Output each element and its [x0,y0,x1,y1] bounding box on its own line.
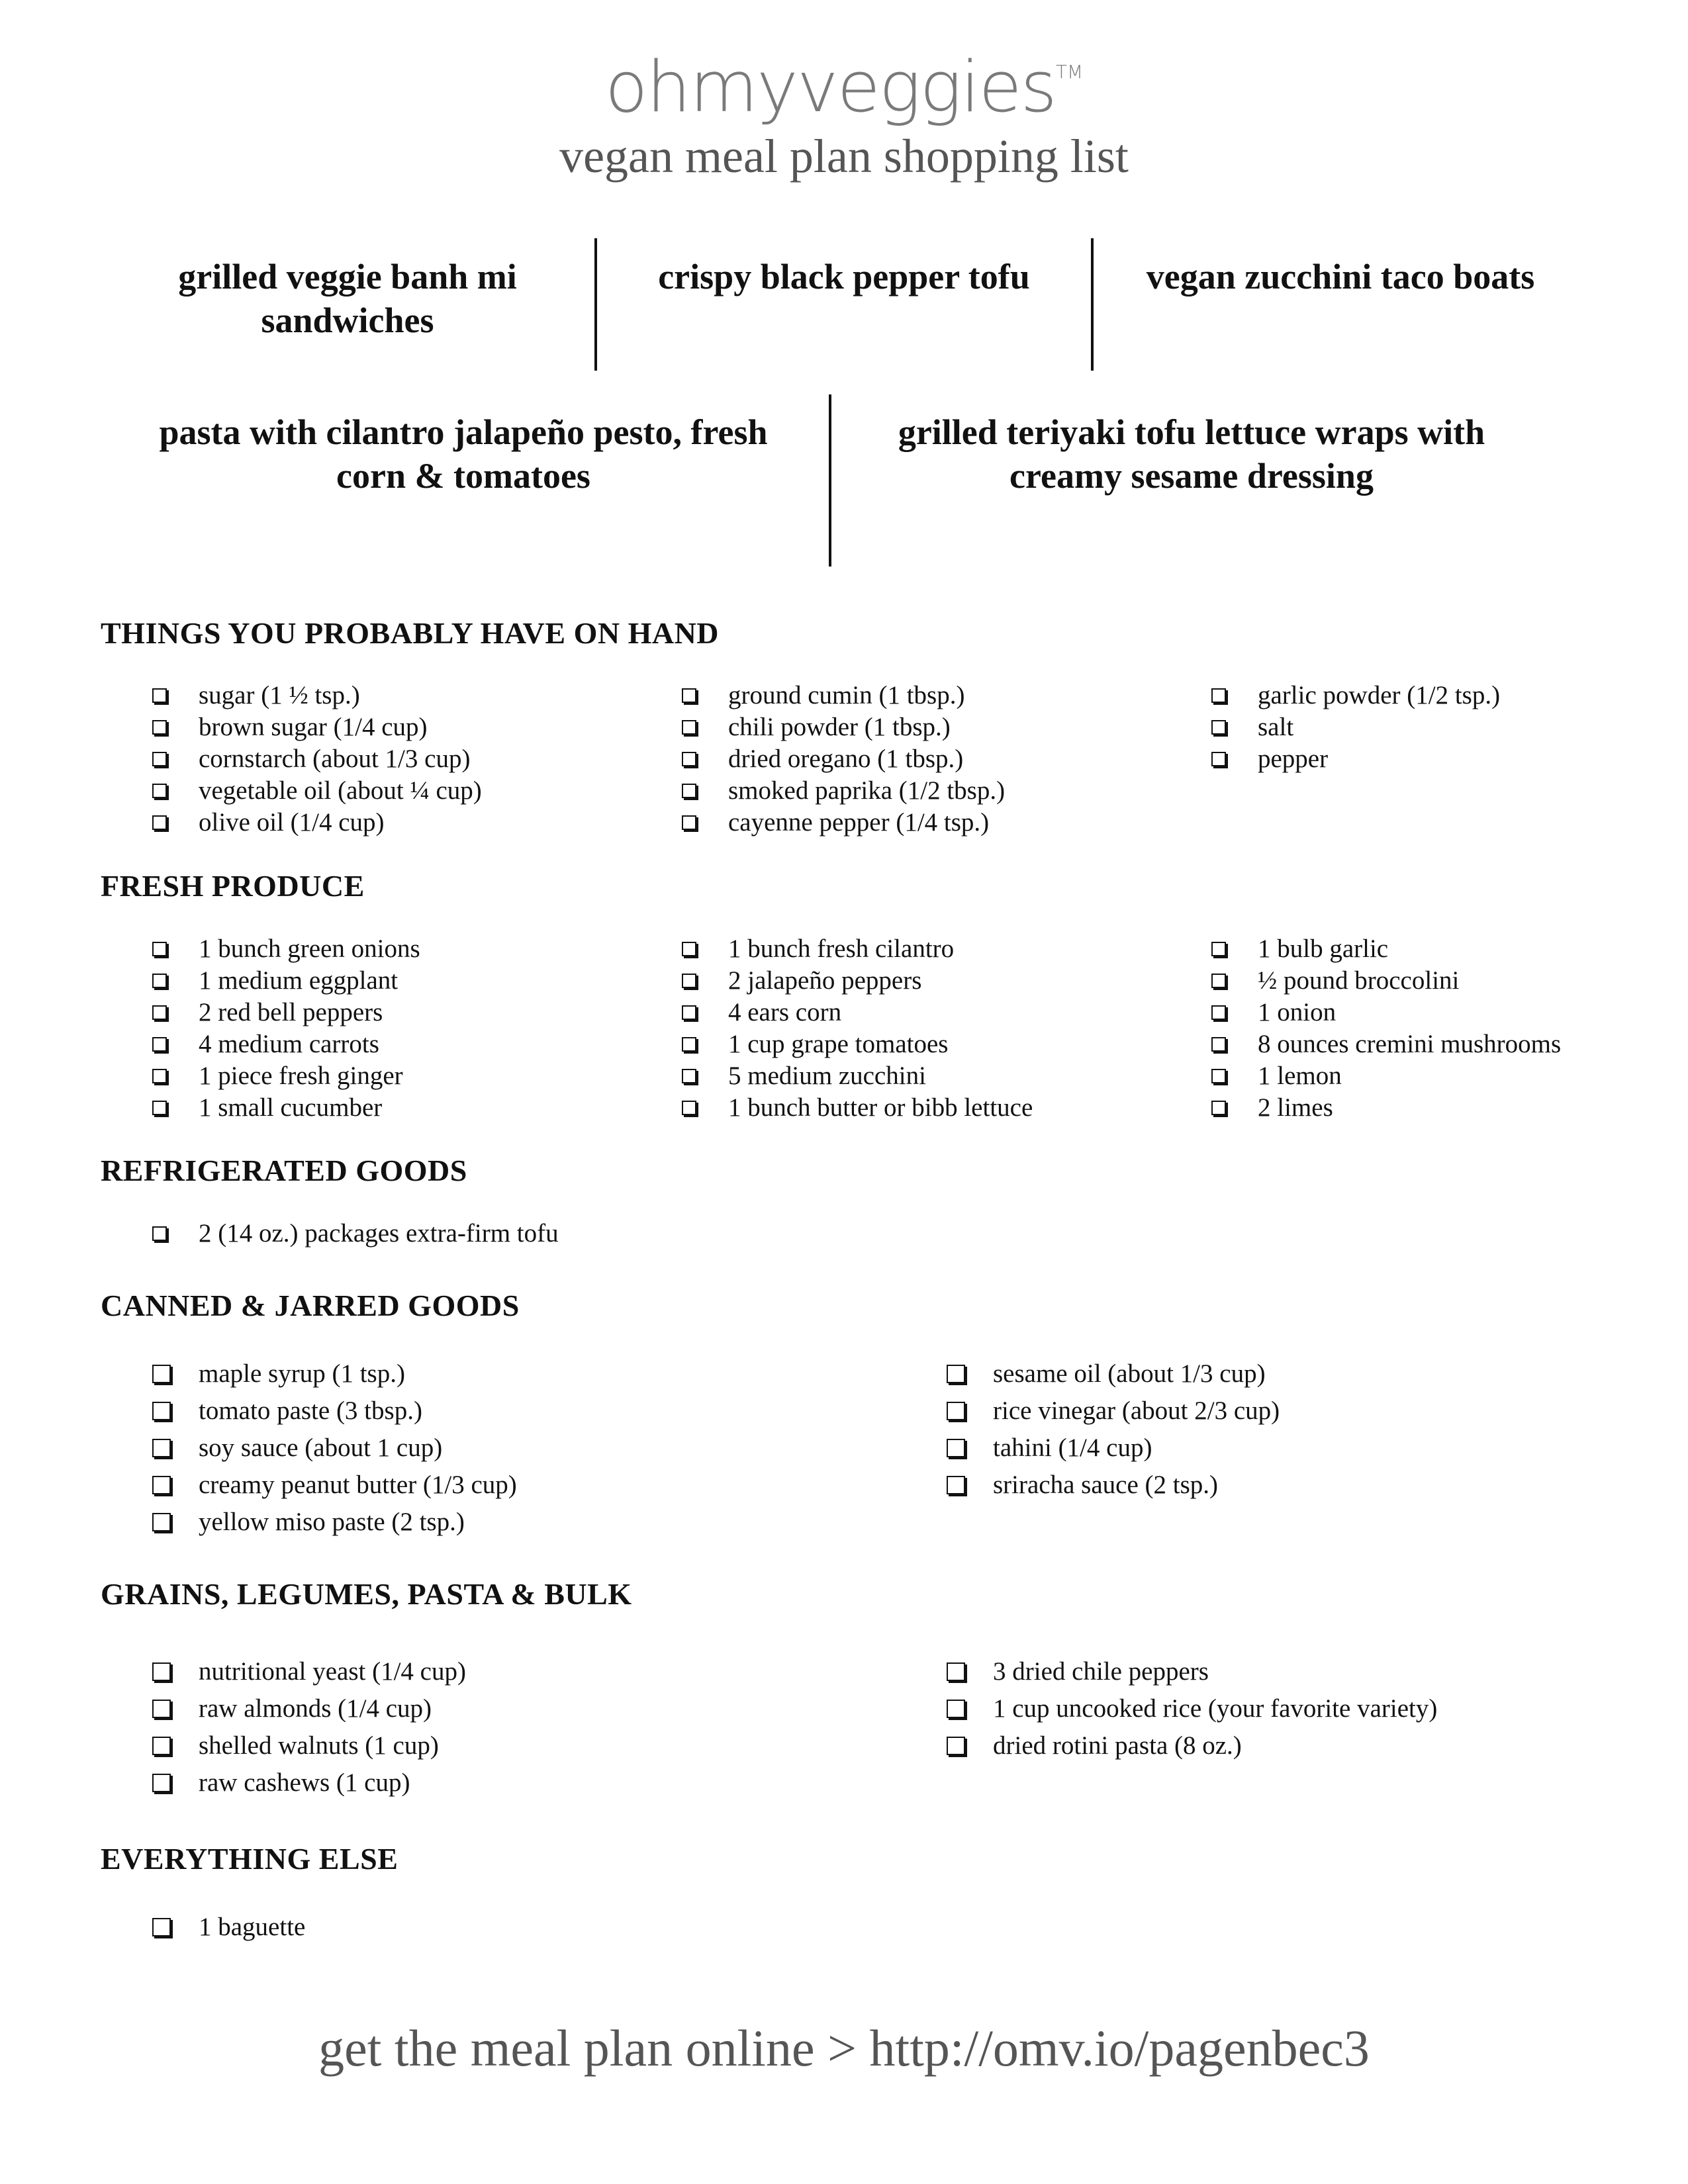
checkbox-icon[interactable] [947,1365,965,1383]
checkbox-icon[interactable] [152,1365,171,1383]
page-subtitle: vegan meal plan shopping list [559,130,1129,183]
brand-logo [0,46,1688,128]
list-item[interactable]: 1 medium eggplant [152,965,420,997]
list-item[interactable]: 1 onion [1211,997,1561,1028]
checkbox-icon[interactable] [152,1402,171,1420]
produce-list-col1 [152,933,420,1124]
list-item[interactable]: vegetable oil (about ¼ cup) [152,775,482,807]
list-item[interactable]: 1 lemon [1211,1060,1561,1092]
list-item[interactable]: 2 red bell peppers [152,997,420,1028]
checkbox-icon[interactable] [1211,720,1226,735]
list-item[interactable]: brown sugar (1/4 cup) [152,711,482,743]
brand-name: ohmyveggies [604,46,1056,128]
refrigerated-list [152,1218,559,1250]
list-item[interactable]: dried oregano (1 tbsp.) [682,743,1005,775]
checkbox-icon[interactable] [1211,1005,1226,1020]
checkbox-icon[interactable] [152,1737,171,1755]
produce-list-col2 [682,933,1033,1124]
list-item[interactable]: cornstarch (about 1/3 cup) [152,743,482,775]
list-item[interactable]: 8 ounces cremini mushrooms [1211,1028,1561,1060]
checkbox-icon[interactable] [682,1037,696,1052]
everything-else-list [152,1909,305,1946]
list-item[interactable]: ground cumin (1 tbsp.) [682,680,1005,711]
checkbox-icon[interactable] [152,1774,171,1792]
checkbox-icon[interactable] [682,1005,696,1020]
list-item[interactable]: tahini (1/4 cup) [947,1430,1280,1467]
checkbox-icon[interactable] [947,1476,965,1494]
list-item[interactable]: 1 bulb garlic [1211,933,1561,965]
checkbox-icon[interactable] [152,720,167,735]
checkbox-icon[interactable] [682,974,696,988]
checkbox-icon[interactable] [152,1226,167,1241]
checkbox-icon[interactable] [152,974,167,988]
checkbox-icon[interactable] [682,688,696,703]
list-item[interactable]: olive oil (1/4 cup) [152,807,482,839]
list-item[interactable]: sriracha sauce (2 tsp.) [947,1467,1280,1504]
section-title-grains: GRAINS, LEGUMES, PASTA & BULK [101,1577,632,1611]
checkbox-icon[interactable] [947,1662,965,1681]
checkbox-icon[interactable] [1211,1101,1226,1115]
checkbox-icon[interactable] [682,1069,696,1083]
list-item[interactable]: yellow miso paste (2 tsp.) [152,1504,517,1541]
checkbox-icon[interactable] [152,784,167,798]
meal-title-5: grilled teriyaki tofu lettuce wraps with creamy sesame dressing [898,412,1485,496]
list-item[interactable]: 2 limes [1211,1092,1561,1124]
checkbox-icon[interactable] [152,1069,167,1083]
meal-title-1: grilled veggie banh mi sandwiches [178,257,517,340]
checkbox-icon[interactable] [152,1662,171,1681]
meal-title-2: crispy black pepper tofu [658,257,1030,296]
list-item[interactable]: garlic powder (1/2 tsp.) [1211,680,1500,711]
grains-list-col2 [947,1653,1437,1764]
checkbox-icon[interactable] [682,942,696,956]
list-item[interactable]: raw cashews (1 cup) [152,1764,466,1801]
list-item[interactable]: smoked paprika (1/2 tbsp.) [682,775,1005,807]
checkbox-icon[interactable] [682,784,696,798]
checkbox-icon[interactable] [682,720,696,735]
list-item[interactable]: 3 dried chile peppers [947,1653,1437,1690]
list-item[interactable]: creamy peanut butter (1/3 cup) [152,1467,517,1504]
section-title-everything-else: EVERYTHING ELSE [101,1842,399,1876]
list-item[interactable]: tomato paste (3 tbsp.) [152,1392,517,1430]
checkbox-icon[interactable] [152,1700,171,1718]
meal-title-4: pasta with cilantro jalapeño pesto, fresh corn & tomatoes [159,412,768,496]
list-item[interactable]: 1 cup uncooked rice (your favorite variety) [947,1690,1437,1727]
canned-list-col1 [152,1355,517,1541]
list-item[interactable]: raw almonds (1/4 cup) [152,1690,466,1727]
list-item[interactable]: 1 bunch fresh cilantro [682,933,1033,965]
checkbox-icon[interactable] [152,1476,171,1494]
checkbox-icon[interactable] [152,942,167,956]
checkbox-icon[interactable] [947,1700,965,1718]
checkbox-icon[interactable] [682,1101,696,1115]
list-item[interactable]: 1 piece fresh ginger [152,1060,420,1092]
checkbox-icon[interactable] [1211,1069,1226,1083]
list-item[interactable]: 1 small cucumber [152,1092,420,1124]
list-item[interactable]: cayenne pepper (1/4 tsp.) [682,807,1005,839]
checkbox-icon[interactable] [1211,942,1226,956]
grains-list-col1 [152,1653,466,1801]
footer-link-text[interactable]: get the meal plan online > http://omv.io/pagenbec3 [318,2019,1370,2077]
section-title-produce: FRESH PRODUCE [101,869,365,903]
checkbox-icon[interactable] [152,815,167,830]
checkbox-icon[interactable] [152,688,167,703]
section-title-canned: CANNED & JARRED GOODS [101,1289,520,1322]
list-item[interactable]: 2 (14 oz.) packages extra-firm tofu [152,1218,559,1250]
list-item[interactable]: 1 cup grape tomatoes [682,1028,1033,1060]
list-item[interactable]: 1 baguette [152,1909,305,1946]
meal-title-3: vegan zucchini taco boats [1146,257,1535,296]
section-title-refrigerated: REFRIGERATED GOODS [101,1154,467,1187]
checkbox-icon[interactable] [152,1037,167,1052]
canned-list-col2 [947,1355,1280,1504]
checkbox-icon[interactable] [152,1101,167,1115]
on-hand-list-col3 [1211,680,1500,775]
list-item[interactable]: nutritional yeast (1/4 cup) [152,1653,466,1690]
list-item[interactable]: sesame oil (about 1/3 cup) [947,1355,1280,1392]
list-item[interactable]: rice vinegar (about 2/3 cup) [947,1392,1280,1430]
checkbox-icon[interactable] [682,752,696,766]
list-item[interactable]: 1 bunch butter or bibb lettuce [682,1092,1033,1124]
list-item[interactable]: 5 medium zucchini [682,1060,1033,1092]
list-item[interactable]: 1 bunch green onions [152,933,420,965]
checkbox-icon[interactable] [152,1439,171,1457]
list-item[interactable]: 4 medium carrots [152,1028,420,1060]
meal-divider [594,238,597,371]
trademark-mark: TM [1055,61,1084,83]
list-item[interactable]: shelled walnuts (1 cup) [152,1727,466,1764]
checkbox-icon[interactable] [1211,688,1226,703]
list-item[interactable]: sugar (1 ½ tsp.) [152,680,482,711]
checkbox-icon[interactable] [682,815,696,830]
section-title-on-hand: THINGS YOU PROBABLY HAVE ON HAND [101,616,720,650]
checkbox-icon[interactable] [947,1402,965,1420]
list-item[interactable]: dried rotini pasta (8 oz.) [947,1727,1437,1764]
checkbox-icon[interactable] [152,1005,167,1020]
produce-list-col3 [1211,933,1561,1124]
meal-divider [1091,238,1094,371]
checkbox-icon[interactable] [947,1439,965,1457]
list-item[interactable]: maple syrup (1 tsp.) [152,1355,517,1392]
checkbox-icon[interactable] [1211,974,1226,988]
checkbox-icon[interactable] [152,1918,171,1936]
list-item[interactable]: ½ pound broccolini [1211,965,1561,997]
on-hand-list-col2 [682,680,1005,839]
list-item[interactable]: 2 jalapeño peppers [682,965,1033,997]
checkbox-icon[interactable] [1211,752,1226,766]
on-hand-list-col1 [152,680,482,839]
list-item[interactable]: chili powder (1 tbsp.) [682,711,1005,743]
checkbox-icon[interactable] [152,1513,171,1531]
meal-divider [829,394,831,567]
list-item[interactable]: 4 ears corn [682,997,1033,1028]
checkbox-icon[interactable] [947,1737,965,1755]
list-item[interactable]: soy sauce (about 1 cup) [152,1430,517,1467]
checkbox-icon[interactable] [152,752,167,766]
list-item[interactable]: salt [1211,711,1500,743]
checkbox-icon[interactable] [1211,1037,1226,1052]
list-item[interactable]: pepper [1211,743,1500,775]
